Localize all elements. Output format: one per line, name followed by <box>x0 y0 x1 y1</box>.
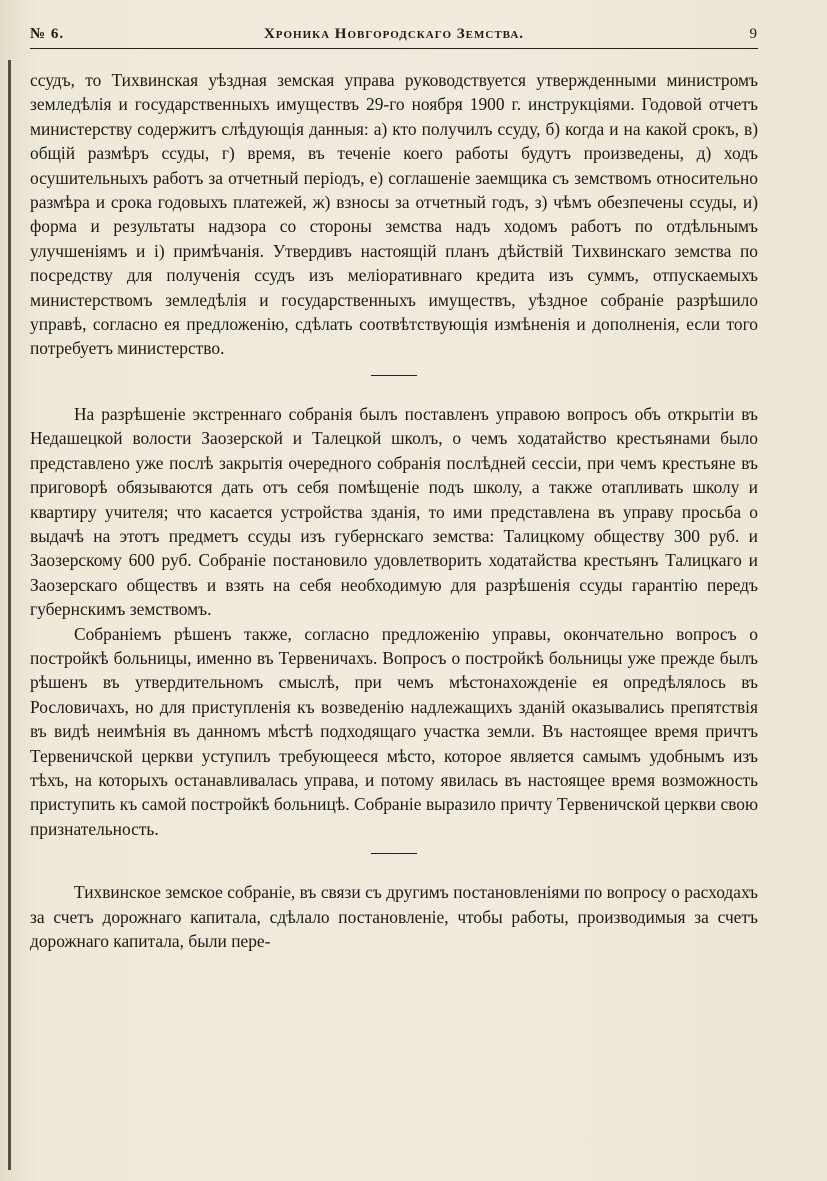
binding-edge <box>8 60 11 1170</box>
journal-title: Хроника Новгородскаго Земства. <box>263 26 525 42</box>
header-rule <box>30 48 758 49</box>
issue-number: № 6. <box>30 26 65 42</box>
running-header <box>30 26 758 50</box>
section-divider <box>371 853 417 854</box>
paragraph-road-capital: Тихвинское земское собраніе, въ связи съ другимъ постановленіями по вопросу о расходахъ за счетъ дорожнаго капитала, сдѣлало постановленіе, чтобы работы, производимыя за счетъ дорожнаго капитала, были пере- <box>30 882 758 951</box>
paragraph-loan-instructions: ссудъ, то Тихвинская уѣздная земская управа руководствуется утвержденными министромъ земледѣлія и государственныхъ имуществъ 29-го ноября 1900 г. инструкціями. Годовой отчетъ министерству содержитъ слѣдующія данныя: а) кто получилъ ссуду, б) когда и на какой срокъ, в) общій размѣръ ссуды, г) время, въ теченіе коего работы будутъ произведены, д) ходъ осушительныхъ работъ за отчетный періодъ, е) соглашеніе заемщика съ земствомъ относительно размѣра и срока годовыхъ платежей, ж) взносы за отчетный годъ, з) чѣмъ обезпечены ссуды, и) форма и результаты надзора со стороны земства надъ ходомъ работъ по отдѣльнымъ улучшеніямъ и і) примѣчанія. Утвердивъ настоящій планъ дѣйствій Тихвинскаго земства по посредству для полученія ссудъ изъ меліоративнаго кредита изъ суммъ, отпускаемыхъ министерствомъ земледѣлія и государственныхъ имуществъ, уѣздное собраніе разрѣшило управѣ, согласно ея предложенію, сдѣлать соотвѣтствующія измѣненія и дополненія, если того потребуетъ министерство. <box>30 70 758 359</box>
article-body <box>30 68 758 953</box>
paragraph-schools: На разрѣшеніе экстреннаго собранія былъ поставленъ управою вопросъ объ открытіи въ Недашецкой волости Заозерской и Талецкой школъ, о чемъ ходатайство крестьянами было представлено уже послѣ закрытія очередного собранія послѣдней сессіи, при чемъ крестьяне въ приговорѣ обязываются дать отъ себя помѣщеніе подъ школу, а также отапливать школу и квартиру учителя; что касается устройства зданія, то ими представлена въ управу просьба о выдачѣ на этотъ предметъ ссуды изъ губернскаго земства: Талицкому обществу 300 руб. и Заозерскому 600 руб. Собраніе постановило удовлетворить ходатайства крестьянъ Талицкаго и Заозерскаго обществъ и взять на себя необходимую для разрѣшенія ссуды гарантію передъ губернскимъ земствомъ. <box>30 403 758 620</box>
section-divider <box>371 375 417 376</box>
paragraph-hospital: Собраніемъ рѣшенъ также, согласно предложенію управы, окончательно вопросъ о постройкѣ больницы, именно въ Тервеничахъ. Вопросъ о постройкѣ больницы уже прежде былъ рѣшенъ въ утвердительномъ смыслѣ, при чемъ мѣстонахожденіе ея опредѣлялось въ Рословичахъ, но для приступленія къ возведенію надлежащихъ зданій оказывались препятствія въ видѣ неимѣнія въ данномъ мѣстѣ подходящаго участка земли. Въ настоящее время причтъ Тервеничской церкви уступилъ требующееся мѣсто, которое является самымъ удобнымъ изъ тѣхъ, на которыхъ останавливалась управа, и потому явилась въ настоящее время возможность приступить къ самой постройкѣ больницѣ. Собраніе выразило причту Тервеничской церкви свою признательность. <box>30 623 758 839</box>
page-number: 9 <box>749 26 758 42</box>
